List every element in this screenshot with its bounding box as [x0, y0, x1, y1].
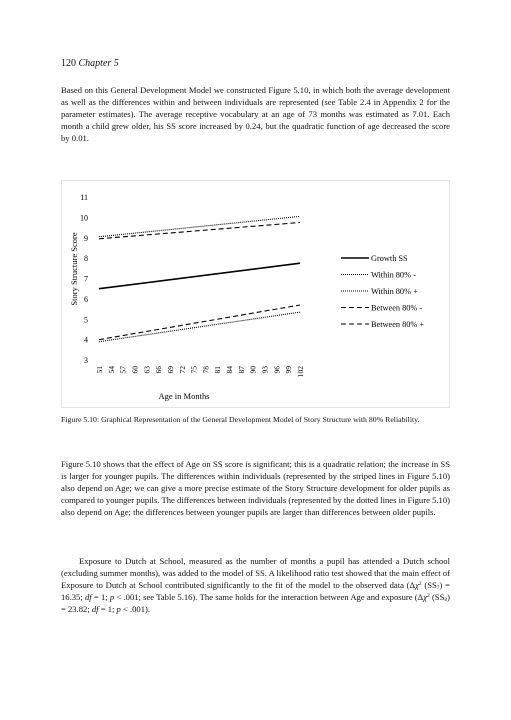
x-tick-label: 75: [189, 366, 199, 374]
y-tick-label: 4: [84, 335, 88, 345]
text-run: ) = 16.35;: [61, 580, 450, 602]
x-axis-label: Age in Months: [158, 391, 210, 401]
text-run: (SS: [429, 592, 445, 602]
df-symbol: df: [91, 604, 99, 614]
paragraph-exposure: [61, 555, 450, 615]
figure-caption: Figure 5.10: Graphical Representation of the General Development Model of Story Structure with 80% Reliability.: [61, 415, 420, 424]
legend-label: Between 80% -: [371, 303, 423, 313]
series-line: [99, 263, 300, 288]
df-symbol: df: [84, 592, 92, 602]
paragraph-intro: Based on this General Development Model we constructed Figure 5.10, in which both the average development as well as the differences within and between individuals are represented (see Table 2.4 in Appendix 2 for the parameter estimates). The average receptive vocabulary at an age of 73 months was estimated as 7.01. Each month a child grew older, his SS score increased by 0.24, but the quadratic function of age decreased the score by 0.01.: [61, 85, 450, 143]
superscript: 2: [418, 581, 422, 587]
subscript: 7: [436, 585, 440, 591]
legend-label: Between 80% +: [371, 320, 425, 329]
y-tick-label: 8: [84, 254, 88, 264]
x-tick-label: 54: [106, 366, 116, 374]
x-tick-label: 78: [201, 366, 211, 374]
x-tick-label: 63: [142, 366, 152, 374]
text-run: < .001; see Table 5.16). The same holds for the interaction between Age and exposure (Δ: [114, 592, 424, 602]
paragraph-results: Figure 5.10 shows that the effect of Age on SS score is significant; this is a quadratic relation; the increase in SS is larger for younger pupils. The differences within individuals (represented by the striped lines in Figure 5.10) also depend on Age; we can give a more precise estimate of the Story Structure development for older pupils as compared to younger pupils. The differences between individuals (represented by the dotted lines in Figure 5.10) also depend on Age; the differences between younger pupils are larger than differences between older pupils.: [61, 459, 450, 517]
p-symbol: p: [109, 592, 115, 602]
subscript: 8: [444, 597, 448, 603]
chapter-title: Chapter 5: [78, 58, 119, 69]
page-number: 120: [61, 58, 76, 69]
x-tick-label: 72: [177, 366, 187, 374]
x-tick-label: 93: [260, 366, 270, 374]
x-tick-label: 81: [213, 366, 223, 374]
text-run: < .001).: [120, 604, 151, 614]
running-head: [61, 58, 119, 69]
figure-5-10: [61, 180, 450, 408]
axes: [80, 193, 305, 377]
series-line: [99, 216, 300, 236]
y-tick-label: 7: [84, 274, 88, 284]
p-symbol: p: [116, 604, 121, 614]
x-tick-label: 99: [284, 366, 294, 374]
y-tick-label: 3: [84, 356, 88, 365]
y-tick-label: 6: [84, 294, 88, 304]
y-tick-label: 10: [80, 213, 88, 223]
x-tick-label: 66: [154, 366, 164, 374]
chi-symbol: χ: [415, 580, 419, 590]
line-chart: [62, 181, 451, 409]
chi-symbol: χ: [423, 592, 427, 602]
x-tick-label: 90: [248, 366, 258, 374]
legend-label: Within 80% +: [371, 287, 418, 296]
x-tick-label: 102: [296, 366, 305, 378]
series-line: [99, 222, 300, 238]
text-run: = 1;: [98, 604, 117, 614]
y-tick-label: 5: [84, 315, 88, 325]
x-tick-label: 87: [236, 366, 246, 374]
y-tick-label: 11: [80, 193, 88, 202]
legend: [341, 254, 424, 329]
x-tick-label: 84: [225, 366, 235, 374]
x-tick-label: 57: [118, 366, 128, 374]
legend-label: Growth SS: [371, 254, 408, 263]
series-line: [99, 312, 300, 342]
text-run: Exposure to Dutch at School, measured as the number of months a pupil has attended a Dutch school (excluding summer months), was added to the model of SS. A likelihood ratio test showed that the main effect of Exposure to Dutch at School contributed significantly to the fit of the model to the observed data (Δ: [61, 556, 450, 590]
legend-label: Within 80% -: [371, 270, 416, 280]
y-axis-label: Story Structure Score: [69, 232, 79, 306]
series-line: [99, 305, 300, 340]
y-tick-label: 9: [84, 233, 88, 243]
text-run: = 1;: [91, 592, 110, 602]
superscript: 2: [426, 593, 430, 599]
text-run: (SS: [421, 580, 437, 590]
text-run: ) = 23.82;: [61, 592, 450, 614]
x-tick-label: 69: [165, 366, 175, 374]
x-tick-label: 60: [130, 366, 140, 374]
x-tick-label: 96: [272, 366, 282, 374]
series-lines: [99, 216, 300, 341]
x-tick-label: 51: [95, 366, 104, 374]
